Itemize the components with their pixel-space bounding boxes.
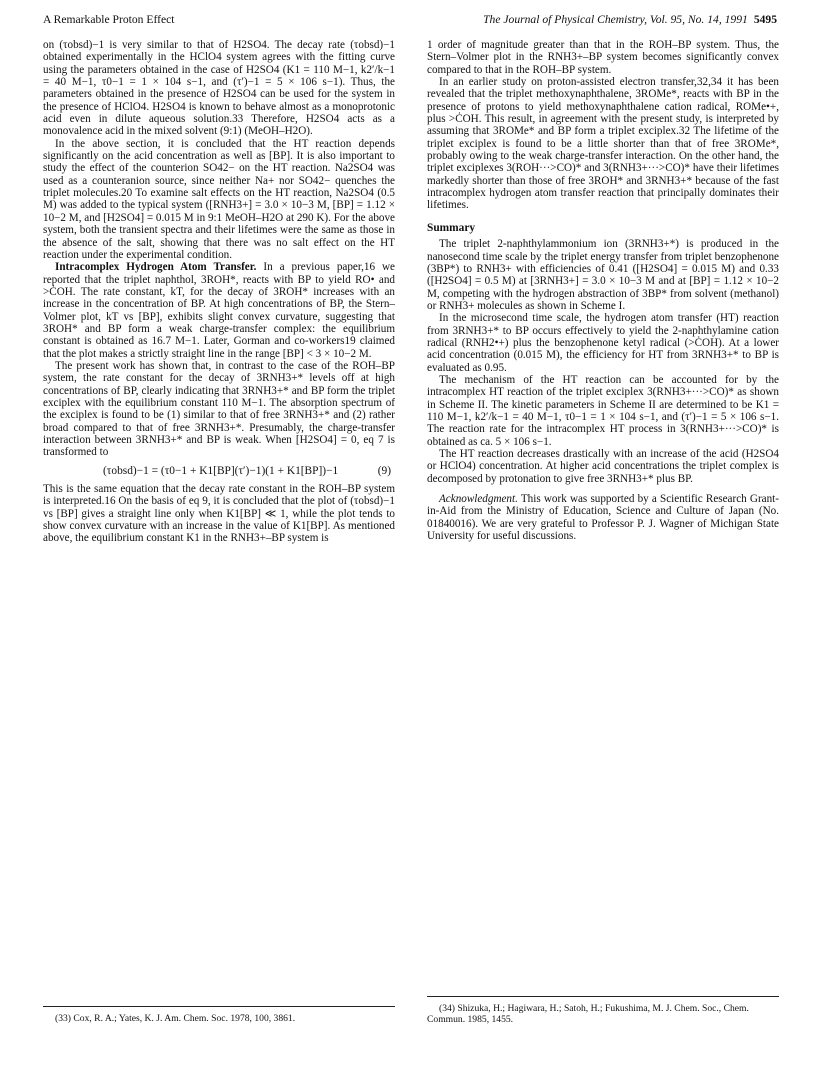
- paragraph: The present work has shown that, in contrast to the case of the ROH–BP system, the rate constant for the decay of 3RNH3+* levels off at high concentrations of BP, clearly indicating that 3RNH3+* and BP form the triplet exciplex with the equilibrium constant 110 M−1. The absorption spectrum of the exciplex is found to be (1) similar to that of free 3RNH3+* and (2) rather broad compared to that of free 3RNH3+*. Presumably, the charge-transfer interaction between 3RNH3+* and BP is weak. When [H2SO4] = 0, eq 7 is transformed to: [43, 359, 395, 459]
- footnote-text: (34) Shizuka, H.; Hagiwara, H.; Satoh, H.; Fukushima, M. J. Chem. Soc., Chem. Commun. 1985, 1455.: [427, 1003, 749, 1026]
- acknowledgment-body: This work was supported by a Scientific Research Grant-in-Aid from the Ministry of Education, Science and Culture of Japan (No. 01840016). We are very grateful to Professor P. J. Wagner of Michigan State University for useful discussions.: [427, 493, 779, 543]
- equation-body: (τobsd)−1 = (τ0−1 + K1[BP](τ′)−1)(1 + K1[BP])−1: [103, 464, 339, 477]
- journal-citation: [483, 13, 777, 26]
- running-title: A Remarkable Proton Effect: [43, 13, 175, 26]
- paragraph: 1 order of magnitude greater than that in the ROH–BP system. Thus, the Stern–Volmer plot in the RNH3+–BP system becomes significantly convex compared to that in the ROH–BP system.: [427, 39, 779, 76]
- paragraph: In an earlier study on proton-assisted electron transfer,32,34 it has been revealed that the triplet methoxynaphthalene, 3ROMe*, reacts with BP in the presence of protons to yield methoxynaphthalene cation radical, ROMe•+, plus >ĊOH. This result, in agreement with the present study, is interpreted by assuming that 3ROMe* and BP form a triplet exciplex.32 The lifetime of the triplet exciplex is found to be a little shorter than that of free 3ROMe*, probably owing to the weak charge-transfer interaction. On the other hand, the triplet exciplexes 3(ROH···>CO)* and 3(RNH3+···>CO)* have their lifetimes markedly shorter than those of free 3ROH* and 3RNH3+* because of the fast intracomplex hydrogen atom transfer reaction that principally dominates their lifetimes.: [427, 76, 779, 212]
- acknowledgment-heading: Acknowledgment.: [439, 493, 518, 506]
- equation-number: (9): [377, 464, 391, 477]
- footnote-text: (33) Cox, R. A.; Yates, K. J. Am. Chem. Soc. 1978, 100, 3861.: [55, 1013, 296, 1024]
- paragraph: This is the same equation that the decay rate constant in the ROH–BP system is interpreted.16 On the basis of eq 9, it is concluded that the plot of (τobsd)−1 vs [BP] gives a straight line only when K1[BP] ≪ 1, while the plot tends to show convex curvature with an increase in the value of K1[BP]. As mentioned above, the equilibrium constant K1 in the RNH3+–BP system is: [43, 483, 395, 545]
- right-column: [427, 39, 779, 542]
- paragraph: The triplet 2-naphthylammonium ion (3RNH3+*) is produced in the nanosecond time scale by the triplet energy transfer from triplet benzophenone (3BP*) to RNH3+ with efficiencies of 0.41 ([H2SO4] = 0.015 M) and 0.33 ([H2SO4] = 0.5 M) at [3RNH3+] = 3.0 × 10−3 M and at [BP] = 1.12 × 10−2 M, competing with the hydrogen abstraction of 3BP* from solvent (methanol) or RNH3+ molecules as shown in Scheme I.: [427, 238, 779, 312]
- footnote-rule: [43, 1006, 395, 1007]
- paragraph: In the microsecond time scale, the hydrogen atom transfer (HT) reaction from 3RNH3+* to BP occurs effectively to yield the 2-naphthylamine cation radical (RNH2•+) plus the benzophenone ketyl radical (>ĊOH). At a lower acid concentration (0.015 M), the efficiency for HT from 3RNH3+* to BP is evaluated as 0.95.: [427, 312, 779, 374]
- equation-9: [43, 465, 395, 477]
- footnote-33: [43, 1013, 395, 1024]
- paragraph: The HT reaction decreases drastically with an increase of the acid (H2SO4 or HClO4) concentration. At higher acid concentrations the triplet complex is decomposed by protonation to give free 3RNH3+* plus BP.: [427, 448, 779, 485]
- section-run-in-heading: Intracomplex Hydrogen Atom Transfer.: [55, 261, 257, 274]
- summary-heading: Summary: [427, 221, 476, 234]
- footnote-34: [427, 1003, 779, 1025]
- page-number: 5495: [753, 13, 777, 26]
- paragraph-body: In a previous paper,16 we reported that the triplet naphthol, 3ROH*, reacts with BP to yield RO• and >ĊOH. The rate constant, kT, for the decay of 3ROH* increases with an increase in the concentration of BP. At high concentrations of BP, the Stern–Volmer plot, kT vs [BP], exhibits slight convex curvature, suggesting that 3ROH* and BP form a weak charge-transfer complex: the equilibrium constant is obtained as 16.7 M−1. Later, Gorman and co-workers19 claimed that the plot makes a strictly straight line in the range [BP] < 3 × 10−2 M.: [43, 261, 395, 360]
- journal-name: The Journal of Physical Chemistry, Vol. 95, No. 14, 1991: [483, 13, 748, 26]
- left-column: [43, 39, 395, 545]
- paragraph: The mechanism of the HT reaction can be accounted for by the intracomplex HT reaction of the triplet exciplex 3(RNH3+···>CO)* as shown in Scheme II. The kinetic parameters in Scheme II are determined to be K1 = 110 M−1, k2′/k−1 = 40 M−1, τ0−1 = 1 × 104 s−1, and (τ′)−1 = 5 × 106 s−1. The reaction rate for the intracomplex HT process in 3(RNH3+···>CO)* is obtained as ca. 5 × 106 s−1.: [427, 373, 779, 448]
- paragraph: on (τobsd)−1 is very similar to that of H2SO4. The decay rate (τobsd)−1 obtained experimentally in the HClO4 system agrees with the fitting curve using the parameters obtained in the case of H2SO4 (K1 = 110 M−1, k2′/k−1 = 40 M−1, τ0−1 = 1 × 104 s−1, and (τ′)−1 = 5 × 106 s−1). Thus, the parameters obtained in the presence of H2SO4 can be used for the system in the presence of HClO4. H2SO4 is known to behave almost as a monoprotonic acid even in dilute aqueous solution.33 Therefore, H2SO4 acts as a monovalence acid in the mixed solvent (9:1) (MeOH–H2O).: [43, 39, 395, 138]
- acknowledgment: [427, 493, 779, 542]
- paragraph: [43, 261, 395, 360]
- paragraph: In the above section, it is concluded that the HT reaction depends significantly on the acid concentration as well as [BP]. It is also important to study the effect of the counterion SO42− on the HT reaction. Na2SO4 was used as a counteranion source, since neither Na+ nor SO42− quenches the triplet molecules.20 To examine salt effects on the HT reaction, Na2SO4 (0.5 M) was added to the typical system ([RNH3+] = 3.0 × 10−3 M, [BP] = 1.12 × 10−2 M, and [H2SO4] = 0.015 M in 9:1 MeOH–H2O at 290 K). For the above system, both the transient spectra and their lifetimes were the same as those in the absence of the salt, showing that there was no salt effect on the HT reaction under the experimental condition.: [43, 137, 395, 261]
- running-header: [43, 13, 777, 31]
- footnote-rule: [427, 996, 779, 997]
